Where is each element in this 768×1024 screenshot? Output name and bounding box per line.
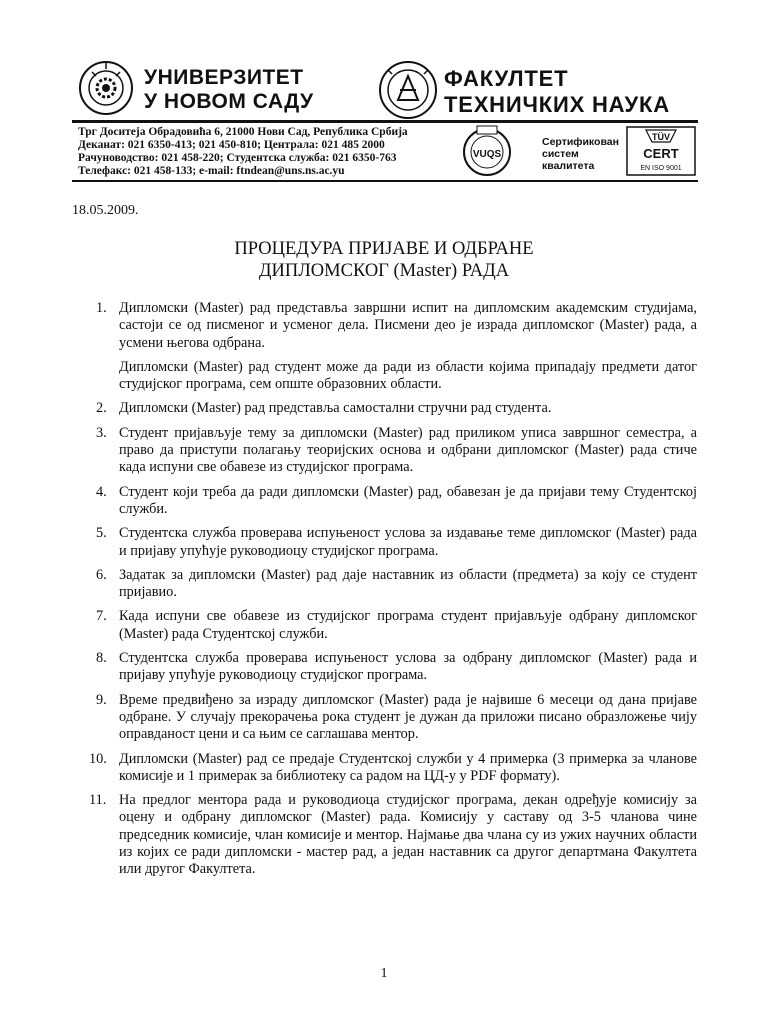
cert-text-line2: систем [542, 148, 579, 160]
list-item-number: 1. [96, 300, 107, 316]
letterhead [72, 52, 698, 184]
list-item [96, 567, 697, 602]
cert-text-line3: квалитета [542, 160, 595, 172]
list-item-number: 8. [96, 650, 107, 667]
faculty-name-line1: ФАКУЛТЕТ [444, 66, 569, 91]
procedure-list [89, 300, 697, 886]
list-item-number: 4. [96, 483, 107, 500]
university-name-line2: У НОВОМ САДУ [144, 90, 314, 113]
list-item-text: Студент пријављује тему за дипломски (Master) рад приликом уписа завршног семестра, а право да приступи полагању теоријских основа и одбрани дипломског (Master) рада стиче када испуни све обавезе из студијског програма. [119, 424, 697, 476]
list-item [96, 300, 697, 393]
list-item-number: 7. [96, 608, 107, 625]
tuv-top-label: TÜV [652, 132, 670, 142]
vuqs-label: VUQS [472, 149, 502, 160]
list-item-number: 11. [89, 792, 107, 809]
list-item-text: Студентска служба проверава испуњеност услова за одбрану дипломског (Master) рада и пријаву упућује руководиоцу студијског програма. [119, 650, 697, 684]
list-item-number: 6. [96, 566, 107, 583]
list-item [89, 792, 697, 878]
list-item-text-continued: Дипломски (Master) рад студент може да ради из области којима припадају предмети датог студијског програма, сем опште образовних области. [119, 358, 697, 393]
tuv-iso-label: EN ISO 9001 [640, 165, 682, 172]
list-item-text: Када испуни све обавезе из студијског програма студент пријављује одбрану дипломског (Master) рада Студентској служби. [119, 608, 697, 642]
header-divider-bottom [72, 180, 698, 182]
page-number: 1 [380, 966, 388, 981]
header-divider-top [72, 120, 698, 123]
contact-address: Трг Доситеја Обрадовића 6, 21000 Нови Сад, Република Србија [78, 126, 408, 138]
list-item-text: Задатак за дипломски (Master) рад даје наставник из области (предмета) за коју се студент пријавио. [119, 566, 697, 601]
list-item-number: 9. [96, 691, 107, 708]
university-name [144, 66, 314, 114]
list-item [96, 608, 697, 643]
faculty-name [444, 66, 670, 118]
contact-fax-email: Телефакс: 021 458-133; e-mail: ftndean@uns.ns.ac.yu [78, 165, 345, 177]
list-item-text: Дипломски (Master) рад представља самостални стручни рад студента. [119, 400, 552, 417]
university-name-line1: УНИВЕРЗИТЕТ [144, 66, 304, 89]
list-item-text: На предлог ментора рада и руководиоца студијског програма, декан одређује комисију за оцену и одбрану дипломског (Master) рада. Комисију у саставу од 3-5 чланова чине председник комисије, члан комисије и ментор. Најмање два члана су из ужих научних области из којих се ради дипломски - мастер рад, а један наставник са другог департмана Факултета или другог Факултета. [119, 792, 697, 878]
list-item-text: Дипломски (Master) рад се предаје Студентској служби у 4 примерка (3 примерка за чланове комисије и 1 примерак за библиотеку са радом на ЦД-у у PDF формату). [119, 750, 697, 784]
list-item [96, 484, 697, 519]
list-item-text: Студентска служба проверава испуњеност услова за издавање теме дипломског (Master) рада и пријаву упућује руководиоцу студијског програма. [119, 525, 697, 559]
list-item-number: 5. [96, 525, 107, 542]
list-item-number: 10. [89, 750, 107, 767]
list-item [96, 692, 697, 744]
vuqs-certification-icon [462, 124, 512, 178]
document-date: 18.05.2009. [72, 203, 139, 218]
list-item [96, 650, 697, 685]
list-item-text: Дипломски (Master) рад представља завршни испит на дипломским академским студијама, састоји се од писменог и усменог дела. Писмени део је израда дипломског (Master) рада, а усмени његова одбрана. [119, 300, 697, 351]
list-item-text: Време предвиђено за израду дипломског (Master) рада је највише 6 месеци од дана пријаве одбране. У случају прекорачења рока студент је дужан да приложи писано образложење чију оправданост цени и са њим се саглашава ментор. [119, 691, 697, 743]
certified-quality-system [542, 136, 619, 172]
list-item-number: 3. [96, 424, 107, 441]
contact-accounting: Рачуноводство: 021 458-220; Студентска служба: 021 6350-763 [78, 152, 397, 164]
faculty-name-line2: ТЕХНИЧКИХ НАУКА [444, 92, 670, 117]
list-item [96, 400, 697, 417]
list-item-number: 2. [96, 400, 107, 417]
list-item [96, 425, 697, 477]
list-item-text: Студент који треба да ради дипломски (Master) рад, обавезан је да пријави тему Студентској служби. [119, 483, 697, 517]
faculty-seal-icon [378, 60, 438, 120]
document-title-line2: ДИПЛОМСКОГ (Master) РАДА [258, 261, 510, 281]
university-seal-icon [78, 60, 134, 116]
list-item [89, 750, 697, 786]
cert-text-line1: Сертификован [542, 136, 619, 148]
contact-block [78, 126, 408, 178]
contact-deanery: Деканат: 021 6350-413; 021 450-810; Централа: 021 485 2000 [78, 139, 385, 151]
list-item [96, 525, 697, 560]
tuv-cert-icon [626, 126, 696, 176]
tuv-cert-label: CERT [643, 146, 679, 161]
document-title-line1: ПРОЦЕДУРА ПРИЈАВЕ И ОДБРАНЕ [234, 239, 534, 259]
